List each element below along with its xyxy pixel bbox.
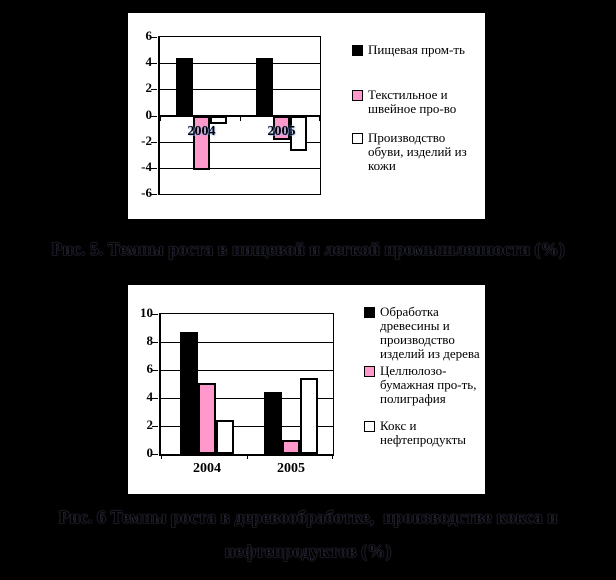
y-axis-tick-label: 8 <box>146 333 153 348</box>
x-axis-tick <box>161 454 162 459</box>
legend-label: Пищевая пром-ть <box>368 42 465 57</box>
y-axis-tick-label: 4 <box>145 54 152 70</box>
y-axis-tick-label: 6 <box>146 361 153 376</box>
y-axis-tick-label: -4 <box>141 158 152 174</box>
figure-5-caption: Рис. 5. Темпы роста в пищевой и легкой промышленности (%) <box>51 239 565 259</box>
x-axis-tick <box>240 116 241 121</box>
legend-marker-white-icon <box>352 133 363 144</box>
legend-label: Кокс и нефтепродукты <box>380 418 467 447</box>
y-axis-tick-label: 0 <box>145 106 152 122</box>
x-axis-tick <box>160 116 161 121</box>
bar-2004-series-1 <box>198 383 216 454</box>
gridline <box>160 168 320 169</box>
bar-2004-series-2 <box>216 420 234 454</box>
legend-label: Производство обуви, изделий из кожи <box>368 130 467 173</box>
legend-marker-pink-icon <box>364 366 375 377</box>
bar-2004-series-2 <box>210 116 227 124</box>
x-axis-tick <box>247 454 248 459</box>
legend-marker-white-icon <box>364 421 375 432</box>
chart-2-window <box>127 284 486 495</box>
chart-1-legend <box>352 43 474 173</box>
legend-item <box>352 88 474 116</box>
legend-label: Целлюлозо-бумажная про-ть, полиграфия <box>380 363 477 406</box>
category-label: 2005 <box>277 461 305 476</box>
legend-item <box>352 43 474 57</box>
category-label: 2004 <box>193 461 221 476</box>
y-axis-tick-label: 10 <box>140 305 153 320</box>
chart-1-window <box>127 12 486 220</box>
legend-item <box>352 131 474 173</box>
bar-2005-series-2 <box>300 378 318 454</box>
category-label: 2004 <box>187 124 216 139</box>
bar-2004-series-0 <box>176 58 193 116</box>
legend-item <box>364 364 486 406</box>
x-axis-tick <box>319 116 320 121</box>
chart-2-legend <box>364 305 486 447</box>
y-axis-tick-label: 2 <box>145 80 152 96</box>
legend-label: Текстильное и швейное про-во <box>368 87 457 116</box>
chart-2-plot-area <box>159 313 334 476</box>
y-axis-tick-label: -2 <box>141 132 152 148</box>
legend-marker-black-icon <box>352 45 363 56</box>
y-axis-tick-label: 2 <box>146 417 153 432</box>
figure-6-caption-line-1: Рис. 6 Темпы роста в деревообработке, производстве кокса и <box>58 507 558 527</box>
figure-6-caption-line-2: нефтепродуктов (%) <box>224 541 392 561</box>
legend-item <box>364 419 486 447</box>
legend-item <box>364 305 486 361</box>
y-axis-tick-label: -6 <box>141 185 152 200</box>
legend-label: Обработка древесины и производство изделий из дерева <box>380 304 480 361</box>
bar-2005-series-1 <box>282 440 300 454</box>
bar-2005-series-0 <box>256 58 273 116</box>
x-axis-tick <box>332 454 333 459</box>
bar-2004-series-0 <box>180 332 198 454</box>
bar-2005-series-0 <box>264 392 282 454</box>
chart-1-plot-area <box>158 36 321 195</box>
y-axis-tick-label: 6 <box>145 28 152 43</box>
y-axis-tick-label: 0 <box>146 445 153 460</box>
legend-marker-pink-icon <box>352 90 363 101</box>
y-axis-tick-label: 4 <box>146 389 153 404</box>
category-label: 2005 <box>267 124 296 139</box>
legend-marker-black-icon <box>364 307 375 318</box>
